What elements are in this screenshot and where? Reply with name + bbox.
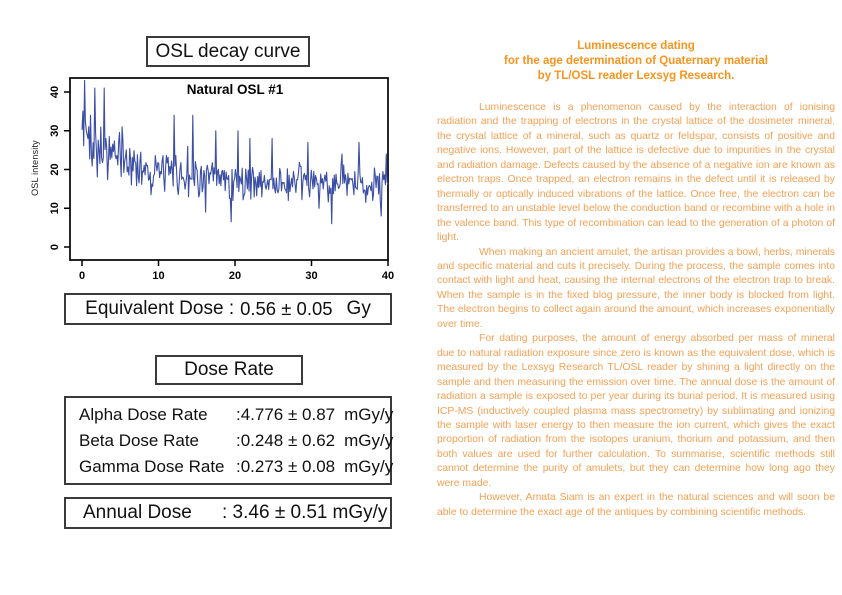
equivalent-dose-unit: Gy <box>346 298 371 319</box>
equivalent-dose-label: Equivalent Dose : <box>85 298 235 319</box>
dose-rate-header-label: Dose Rate <box>184 359 274 380</box>
alpha-dose-rate-label: Alpha Dose Rate <box>79 404 208 424</box>
annual-dose-box <box>64 497 392 529</box>
svg-text:10: 10 <box>152 270 165 282</box>
article-paragraph: For dating purposes, the amount of energy absorbed per mass of mineral due to natural radiation exposure since zero is known as the equivalent dose, which is measured by the Lexsyg Research TL/OSL reader by shining a light directly on the sample and then measuring the emission over time. The annual dose is the amount of radiation a sample is exposed to per year during its burial period. It is measured using ICP-MS (inductively coupled plasma mass spectrometry) by sublimating and ionizing the sample with laser energy to then measure the ion current, which gives the exact proportion of radiation from the isotopes uranium, thorium and potassium, and then both values are used for further calculation. To summarise, scientific methods still cannot determine the purity of amulets, but they can determine how long ago they were made. <box>437 333 835 489</box>
svg-text:20: 20 <box>49 163 61 176</box>
osl-chart <box>20 70 415 290</box>
svg-text:40: 40 <box>381 270 395 282</box>
table-row <box>79 428 394 454</box>
gamma-dose-rate-value: :0.273 ± 0.08 <box>236 456 336 476</box>
equivalent-dose-box <box>64 293 392 325</box>
beta-dose-rate-value: :0.248 ± 0.62 <box>236 430 336 450</box>
beta-dose-rate-label: Beta Dose Rate <box>79 430 200 450</box>
svg-text:20: 20 <box>228 270 242 282</box>
dose-rate-table <box>64 396 392 485</box>
svg-text:0: 0 <box>49 243 61 251</box>
annual-dose-unit: mGy/y <box>332 502 388 523</box>
table-row <box>79 454 394 480</box>
article-paragraph: When making an ancient amulet, the artisan provides a bowl, herbs, minerals and specific material and cuts it precisely. During the process, the sample comes into contact with light and heat, causing the internal electrons of the electron trap to break. When the sample is in the fixed blog pressure, the inner body is blocked from light. The electron begins to collect again around the amount, which increases exponentially over time. <box>437 246 835 330</box>
alpha-dose-rate-unit: mGy/y <box>344 404 394 424</box>
dose-rate-header <box>155 355 303 385</box>
annual-dose-value: : 3.46 ± 0.51 <box>222 502 328 523</box>
gamma-dose-rate-unit: mGy/y <box>344 456 394 476</box>
gamma-dose-rate-label: Gamma Dose Rate <box>79 456 225 476</box>
article-title-line: by TL/OSL reader Lexsyg Research. <box>537 70 735 82</box>
svg-text:30: 30 <box>305 270 318 282</box>
article-title-line: for the age determination of Quaternary material <box>504 55 768 67</box>
svg-text:Natural OSL #1: Natural OSL #1 <box>186 82 284 97</box>
article-paragraph: However, Amata Siam is an expert in the natural sciences and will soon be able to determine the exact age of the antiques by combining scientific methods. <box>437 492 835 518</box>
osl-decay-curve-header <box>146 36 310 67</box>
osl-decay-curve-label: OSL decay curve <box>155 40 301 62</box>
svg-text:10: 10 <box>49 202 61 215</box>
article-body <box>437 101 835 520</box>
svg-text:40: 40 <box>49 85 61 99</box>
svg-text:30: 30 <box>49 124 61 137</box>
chart-y-axis-label: OSL intensity <box>30 140 40 196</box>
annual-dose-label: Annual Dose <box>83 502 192 523</box>
equivalent-dose-value: 0.56 ± 0.05 <box>240 298 333 319</box>
article-title <box>437 39 835 84</box>
svg-text:0: 0 <box>78 270 86 282</box>
article-title-line: Luminescence dating <box>577 40 695 52</box>
table-row <box>79 402 394 428</box>
article-paragraph: Luminescence is a phenomenon caused by the interaction of ionising radiation and the trapping of electrons in the crystal lattice of the dosimeter mineral. the crystal lattice of a mineral, such as quartz or feldspar, consists of positive and negative ions. However, part of the lattice is defective due to impurities in the crystal and radiation damage. Defects caused by the absence of a negative ion are known as electron traps. Once trapped, an electron remains in the defect until it is released by thermally or optically induced vibrations of the lattice. Once free, the electron can be transferred to an unstable level below the conduction band or recombine with a hole in the valence band. This type of recombination can lead to the generation of a photon of light. <box>437 102 835 244</box>
alpha-dose-rate-value: :4.776 ± 0.87 <box>236 404 336 424</box>
beta-dose-rate-unit: mGy/y <box>344 430 394 450</box>
osl-chart-svg <box>20 70 415 290</box>
